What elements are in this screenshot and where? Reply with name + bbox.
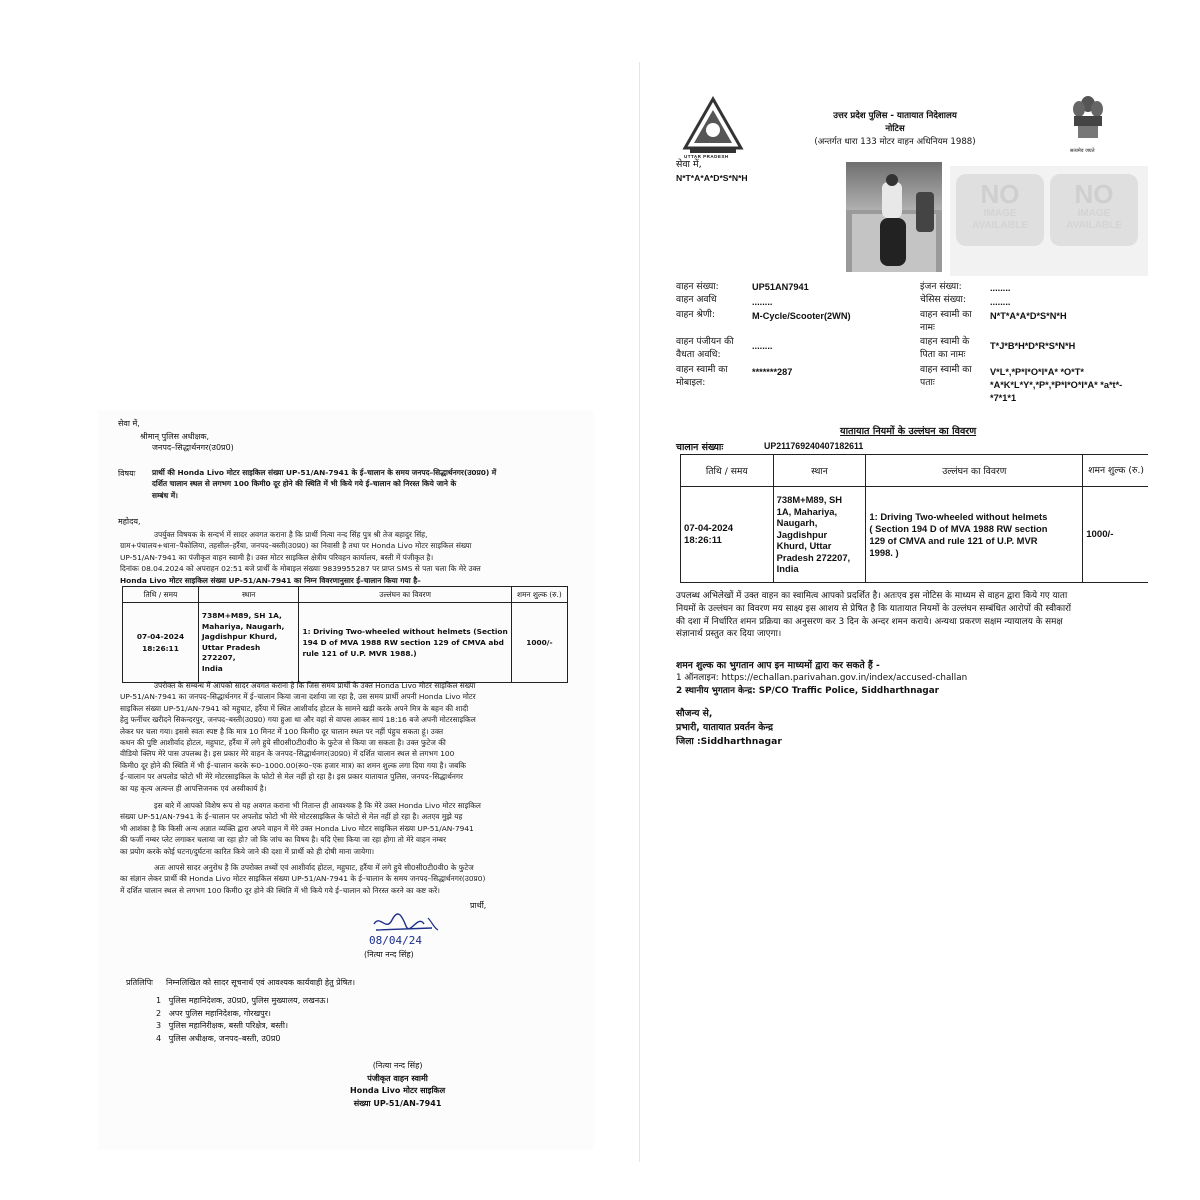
body-line: की दशा में निर्धारित शमन प्रक्रिया का अनुसरण कर 3 दिन के अन्दर शमन कराये। अन्यथा प्रकरण सक्षम न्यायालय के समक्ष (676, 616, 1063, 627)
logo-text: UTTAR PRADESH (684, 154, 729, 159)
para-line: भी आशंका है कि किसी अन्य अज्ञात व्यक्ति द्वारा अपने वाहन में मेरे उक्त Honda Livo मोटर साइकिल संख्या UP-51/AN-7941 (120, 823, 474, 833)
field-value-owner-name: N*T*A*A*D*S*N*H (990, 311, 1067, 321)
para-line: दिनांकः 08.04.2024 को अपराहन 02:51 बजे प्रार्थी के मोबाइल संख्याः 9839955287 पर प्राप्त SMS से पता चला कि मेरे उक्त (120, 564, 481, 574)
violation-section-title: यातायात नियमों के उल्लंघन का विवरण (840, 426, 977, 437)
emblem-caption: सत्यमेव जयते (1070, 148, 1095, 154)
footer-line: Honda Livo मोटर साइकिल (350, 1086, 446, 1095)
para-line: Honda Livo मोटर साइकिल संख्या UP-51/AN-7941 का निम्न विवरणानुसार ई–चालान किया गया है– (120, 575, 421, 585)
letter-paragraph-2 (120, 680, 476, 794)
challan-evidence-photo (846, 162, 942, 272)
signature-date: 08/04/24 (369, 934, 422, 947)
para-line: किमी0 दूर होने की स्थिति में भी ई–चालान करके रू0–1000.00(रू0–एक हजार मात्र) का शमन शुल्क लगा दिया गया है। जबकि (120, 760, 466, 770)
sign-off-line: सौजन्य से, (676, 708, 713, 719)
field-value-chassis-no: ........ (990, 297, 1011, 307)
field-label-father-name: वाहन स्वामी के पिता का नामः (920, 336, 970, 360)
cc-intro: निम्नलिखित को सादर सूचनार्थ एवं आवश्यक कार्यवाही हेतु प्रेषित। (166, 978, 356, 987)
sign-off-line: जिला :Siddharthnagar (676, 736, 782, 747)
letter-to-label: सेवा में, (118, 419, 140, 428)
payment-title: शमन शुल्क का भुगतान आप इन माध्यमों द्वारा कर सकते हैं - (676, 660, 880, 671)
para-line: अतः आपसे सादर अनुरोध है कि उपरोक्त तथ्यों एवं आशीर्वाद होटल, महुघाट, हर्रैया में लगे हुये सी0सी0टी0वी0 के फुटेज (154, 863, 474, 872)
field-label-vehicle-no: वाहन संख्या: (676, 281, 719, 292)
notice-sign-off (676, 707, 782, 749)
field-value-vehicle-period: ........ (752, 297, 773, 307)
para-line: हेतु फर्नीचर खरीदने सिकन्दरपुर, जनपद–बस्ती(उ0प्र0) गया हुआ था और वहां से वापस आकर सायं 18:16 बजे अपनी मोटरसाइकिल (120, 715, 476, 725)
footer-line: पंजीकृत वाहन स्वामी (367, 1073, 428, 1083)
notice-body (676, 590, 1071, 641)
list-item: 2 अपर पुलिस महानिदेशक, गोरखपुर। (156, 1008, 271, 1018)
letter-salutation: महोदय, (118, 517, 141, 526)
up-police-logo-icon (682, 96, 744, 154)
traffic-challan-notice (640, 62, 1148, 1162)
letter-paragraph-3 (120, 800, 481, 857)
para-line: साइकिल संख्या UP-51/AN-7941 को महुघाट, हर्रैया में स्थित आशीर्वाद होटल के सामने खड़ी करके अपने मित्र के बहन की शादी (120, 703, 469, 713)
table-header: उल्लंघन का विवरण (299, 587, 511, 603)
para-line: उपर्युक्त विषयक के सन्दर्भ में सादर अवगत कराना है कि प्रार्थी नित्या नन्द सिंह पुत्र श्री तेज बहादुर सिंह, (154, 530, 428, 539)
challan-place: 738M+M89, SH 1A, Mahariya, Naugarh, Jagdishpur Khurd, Uttar Pradesh 272207, India (198, 603, 299, 683)
challan-violation: 1: Driving Two-wheeled without helmets ( Section 194 D of MVA 1988 RW section 129 of CMVA and rule 121 of U.P. MVR 1998. ) (866, 487, 1083, 583)
cc-list (156, 995, 329, 1045)
body-line: संज्ञानार्थ प्रस्तुत कर दिया जाएगा। (676, 629, 782, 640)
letter-addressee-line-1: श्रीमान् पुलिस अधीक्षक, (140, 432, 210, 441)
table-header: स्थान (773, 455, 866, 487)
header-line: (अन्तर्गत धारा 133 मोटर वाहन अधिनियम 1988) (814, 137, 976, 147)
field-value-owner-mobile: *******287 (752, 367, 793, 377)
para-line: का संज्ञान लेकर प्रार्थी की Honda Livo मोटर साइकिल संख्या UP-51/AN-7941 के ई–चालान के समय जनपद–सिद्धार्थनगर(उ0प्र0) (120, 874, 486, 884)
list-item: 3 पुलिस महानिरीक्षक, बस्ती परिक्षेत्र, बस्ती। (156, 1021, 288, 1030)
field-value-vehicle-no: UP51AN7941 (752, 282, 809, 292)
field-label-vehicle-period: वाहन अवधि (676, 294, 717, 305)
para-line: UP-51/AN-7941 का जनपद–सिद्धार्थनगर में ई–चालान किया जाना दर्शाया जा रहा है, उस समय प्रार्थी अपनी Honda Livo मोटर (120, 692, 476, 702)
notice-to-name: N*T*A*A*D*S*N*H (676, 173, 748, 183)
table-header: उल्लंघन का विवरण (866, 455, 1083, 487)
footer-line: (नित्या नन्द सिंह) (372, 1061, 423, 1070)
representation-letter (98, 410, 594, 1150)
para-line: ग्राम+पंचालय+थाना–पैकोलिया, तहसील–हर्रैया, जनपद–बस्ती(उ0प्र0) का निवासी है तथा पर Honda Livo मोटर साइकिल संख्या (120, 541, 472, 551)
para-line: कथन की पुष्टि आशीर्वाद होटल, महुघाट, हर्रैया में लगे हुये सी0सी0टी0वी0 के फुटेज से किया जा सकता है। उक्त फुटेज की (120, 738, 446, 748)
field-value-registration-validity: ........ (752, 341, 773, 351)
challan-no-value: UP211769240407182611 (764, 441, 864, 451)
challan-violation: 1: Driving Two-wheeled without helmets (Section 194 D of MVA 1988 RW section 129 of CMVA abd rule 121 of U.P. MVR 1988.) (299, 603, 511, 683)
para-line: वीडियो क्लिप मेरे पास उपलब्ध है। इस प्रकार मेरे वाहन के जनपद–सिद्धार्थनगर(उ0प्र0) में दर्शित चालान स्थल से लगभग 100 (120, 749, 455, 759)
cc-label: प्रतिलिपिः (126, 978, 153, 987)
letter-paragraph-4 (120, 862, 485, 896)
para-line: संख्या UP-51/AN-7941 के ई–चालान पर अपलोड फोटो भी मेरे मोटरसाइकिल के फोटो से मेल नहीं हो रहा है। अतएव मुझे यह (120, 812, 463, 822)
field-label-owner-address: वाहन स्वामी का पताः (920, 364, 972, 388)
field-label-owner-name: वाहन स्वामी का नामः (920, 309, 972, 333)
no-image-placeholder-2: NO IMAGE AVAILABLE (1050, 174, 1138, 246)
para-line: में दर्शित चालान स्थल से लगभग 100 किमी0 दूर होने की स्थिति में भी किये गये ई–चालान को निरस्त करने का कष्ट करें। (120, 885, 440, 895)
body-line: नियमों के उल्लंघन का विवरण मय साक्ष्य इस आशय से प्रेषित है कि यातायात नियमों के उल्लंघन सम्बंधित आरोपों की स्वीकारों (676, 603, 1072, 614)
letter-footer (350, 1060, 445, 1110)
challan-fine: 1000/- (1083, 487, 1148, 583)
letter-subject (152, 467, 496, 501)
payment-online: 1 ऑनलाइन: https://echallan.parivahan.gov.in/index/accused-challan (676, 673, 968, 683)
no-image-placeholder-1: NO IMAGE AVAILABLE (956, 174, 1044, 246)
subject-line: प्रार्थी की Honda Livo मोटर साइकिल संख्या UP-51/AN-7941 के ई–चालान के समय जनपद–सिद्धार्थनगर(उ0प्र0) में (152, 468, 497, 477)
challan-datetime: 07-04-2024 18:26:11 (123, 603, 199, 683)
challan-fine: 1000/- (511, 603, 567, 683)
challan-datetime: 07-04-2024 18:26:11 (681, 487, 774, 583)
field-value-father-name: T*J*B*H*D*R*S*N*H (990, 341, 1076, 351)
para-line: UP-51/AN-7941 का पंजीकृत वाहन स्वामी है। उक्त मोटर साइकिल क्षेत्रीय परिवहन कार्यालय, बस्ती में पंजीकृत है। (120, 552, 434, 562)
table-header: शमन शुल्क (रु.) (511, 587, 567, 603)
para-line: का प्रयोग करके कोई घटना/दुर्घटना कारित किये जाने की दशा में प्रार्थी को ही दोषी माना जायेगा। (120, 846, 375, 856)
payment-methods (676, 672, 967, 698)
field-value-vehicle-class: M-Cycle/Scooter(2WN) (752, 311, 851, 321)
notice-header (790, 110, 1000, 149)
notice-challan-table (680, 454, 1148, 583)
table-row (681, 487, 1149, 583)
table-row (123, 603, 568, 683)
letter-signer: (नित्या नन्द सिंह) (364, 950, 414, 959)
letter-challan-table (122, 586, 568, 683)
notice-to-label: सेवा में, (676, 159, 702, 170)
field-label-owner-mobile: वाहन स्वामी का मोबाइल: (676, 364, 728, 388)
letter-addressee-line-2: जनपद–सिद्धार्थनगर(उ0प्र0) (152, 443, 234, 452)
subject-line: दर्शित चालान स्थल से लगभग 100 किमी0 दूर होने की स्थिति में भी किये गये ई–चालान को निरस्त किये जाने के (152, 479, 457, 489)
list-item: 4 पुलिस अधीक्षक, जनपद–बस्ती, उ0प्र0 (156, 1033, 281, 1043)
letter-paragraph-1 (120, 529, 481, 586)
table-header: शमन शुल्क (रु.) (1083, 455, 1148, 487)
challan-place: 738M+M89, SH 1A, Mahariya, Naugarh, Jagdishpur Khurd, Uttar Pradesh 272207, India (773, 487, 866, 583)
para-line: लेकर घर चला गया। इससे स्वतः स्पष्ट है कि मात्र 10 मिनट में 100 किमी0 दूर चालान स्थल पर नहीं पंहुच सकता हूं। उक्त (120, 726, 444, 736)
footer-line: संख्या UP-51/AN-7941 (353, 1098, 442, 1108)
para-line: उपरोक्त के सम्बन्ध में आपको सादर अवगत कराना है कि जिस समय प्रार्थी के उक्त Honda Livo मोटर साइकिल संख्या (154, 681, 476, 690)
table-header: तिथि / समय (123, 587, 199, 603)
field-label-registration-validity: वाहन पंजीयन की वैधता अवधि: (676, 336, 734, 360)
field-label-engine-no: इंजन संख्या: (920, 281, 962, 292)
field-label-vehicle-class: वाहन श्रेणी: (676, 309, 716, 320)
para-line: ई–चालान पर अपलोड फोटो भी मेरे मोटरसाइकिल के फोटो से मेल नहीं हो रहा है। इस प्रकार यातायात पुलिस, जनपद–सिद्धार्थनगर (120, 772, 464, 782)
list-item: 1 पुलिस महानिदेशक, उ0प्र0, पुलिस मुख्यालय, लखनऊ। (156, 996, 329, 1005)
body-line: उपलब्ध अभिलेखों में उक्त वाहन का स्वामित्व आपको प्रदर्शित है। अतःएव इस नोटिस के माध्यम से वाहन द्वारा किये गए याता (676, 591, 1068, 601)
table-header: स्थान (198, 587, 299, 603)
sign-off-line: प्रभारी, यातायात प्रवर्तन केन्द्र (676, 722, 774, 733)
letter-closing: प्रार्थी, (470, 901, 487, 910)
para-line: इस बारे में आपको विशेष रूप से यह अवगत कराना भी नितान्त ही आवश्यक है कि मेरे उक्त Honda Livo मोटर साइकिल (154, 801, 481, 810)
challan-no-label: चालान संख्याः (676, 442, 724, 453)
table-header: तिथि / समय (681, 455, 774, 487)
field-value-owner-address: V*L*,*P*I*O*I*A* *O*T* *A*K*L*Y*,*P*,*P*I*O*I*A* *a*t*- *7*1*1 (990, 367, 1123, 403)
header-line: नोटिस (885, 124, 905, 134)
para-line: का यह कृत्य अत्यन्त ही आपत्तिजनक एवं अस्वीकार्य है। (120, 783, 267, 793)
para-line: की फर्जी नम्बर प्लेट लगाकर चलाया जा रहा हो? जो कि जांच का विषय है। यदि ऐसा किया जा रहा होगा तो मेरे वाहन नम्बर (120, 835, 447, 845)
subject-line: सम्बंध में। (152, 490, 178, 500)
field-value-engine-no: ........ (990, 283, 1011, 293)
header-line: उत्तर प्रदेश पुलिस - यातायात निदेशालय (833, 111, 957, 121)
field-label-chassis-no: चेसिस संख्या: (920, 294, 966, 305)
payment-local: 2 स्थानीय भुगतान केन्द्र: SP/CO Traffic Police, Siddharthnagar (676, 686, 939, 696)
national-emblem-icon (1070, 92, 1106, 148)
letter-subject-label: विषयः (118, 469, 136, 478)
